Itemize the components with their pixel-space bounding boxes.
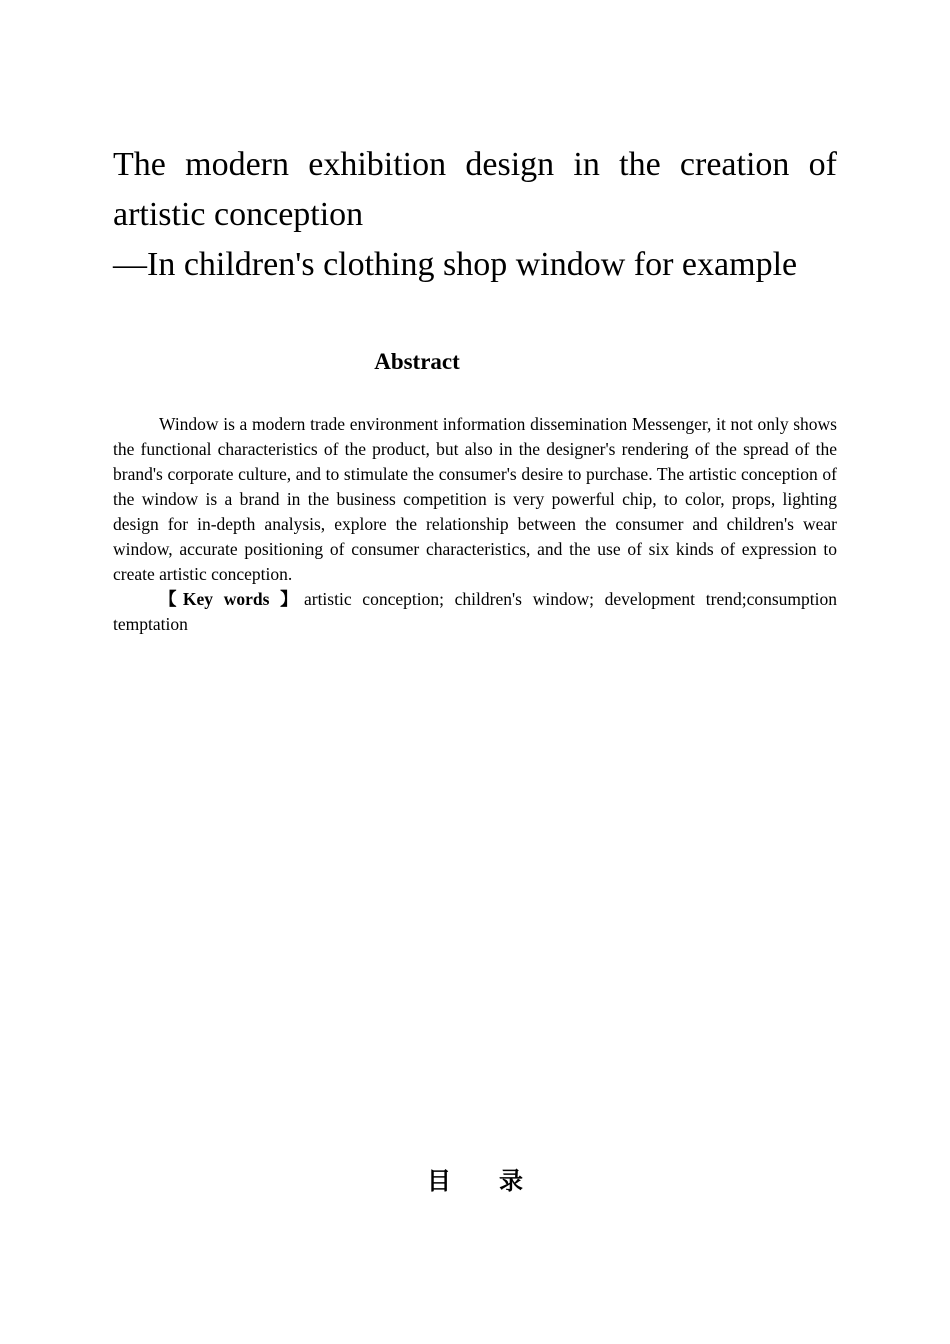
- keywords-text: artistic conception; children's window; development trend;consumption temptation: [113, 589, 838, 634]
- title-main-line: The modern exhibition design in the creation of artistic conception: [113, 146, 837, 233]
- table-of-contents-heading: 目录: [427, 1167, 571, 1195]
- title-subtitle-line: —In children's clothing shop window for example: [113, 246, 798, 283]
- abstract-heading: Abstract: [374, 349, 460, 374]
- thesis-title: [113, 140, 837, 290]
- keywords-paragraph: [113, 587, 837, 637]
- keywords-label: 【Key words 】: [159, 589, 304, 609]
- abstract-paragraph: Window is a modern trade environment information dissemination Messenger, it not only shows the functional characteristics of the product, but also in the designer's rendering of the spread of the brand's corporate culture, and to stimulate the consumer's desire to purchase. The artistic conception of the window is a brand in the business competition is very powerful chip, to color, props, lighting design for in-depth analysis, explore the relationship between the consumer and children's wear window, accurate positioning of consumer characteristics, and the use of six kinds of expression to create artistic conception.: [113, 414, 837, 584]
